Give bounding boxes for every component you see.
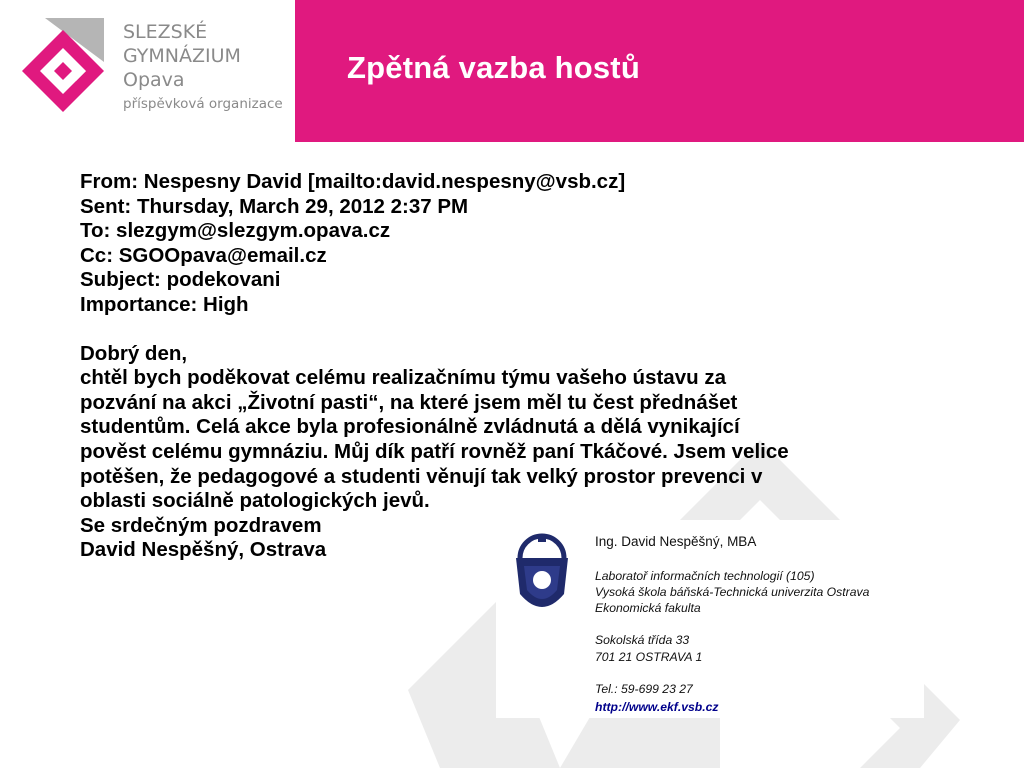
spacer xyxy=(80,318,980,342)
header-band xyxy=(295,0,1024,142)
email-header-cc: Cc: SGOOpava@email.cz xyxy=(80,243,327,267)
school-name-line-3: Opava xyxy=(123,69,185,91)
signature-address-line: Sokolská třída 33 xyxy=(595,633,690,647)
signature-card xyxy=(496,520,924,718)
email-closing: Se srdečným pozdravem xyxy=(80,513,322,537)
school-logo-icon xyxy=(0,0,120,142)
school-name-line-4: příspěvková organizace xyxy=(123,96,283,112)
email-header-subject: Subject: podekovani xyxy=(80,268,281,292)
signature-phone: Tel.: 59-699 23 27 xyxy=(595,682,693,696)
signature-name: Ing. David Nespěšný, MBA xyxy=(595,534,757,549)
email-content xyxy=(80,170,980,563)
email-author: David Nespěšný, Ostrava xyxy=(80,538,327,562)
signature-dept-line: Ekonomická fakulta xyxy=(595,601,701,615)
signature-address-line: 701 21 OSTRAVA 1 xyxy=(595,650,703,664)
slide-title: Zpětná vazba hostů xyxy=(347,50,640,85)
email-body-line: pověst celému gymnáziu. Můj dík patří rovněž paní Tkáčové. Jsem velice xyxy=(80,439,789,463)
email-body-line: chtěl bych poděkovat celému realizačnímu týmu vašeho ústavu za xyxy=(80,366,726,390)
email-header-to: To: slezgym@slezgym.opava.cz xyxy=(80,219,391,243)
school-logo-area xyxy=(0,0,295,142)
email-body-line: studentům. Celá akce byla profesionálně zvládnutá a dělá vynikající xyxy=(80,415,740,439)
signature-web-link[interactable] xyxy=(595,700,718,714)
email-body-line: Dobrý den, xyxy=(80,341,188,365)
email-body-line: potěšen, že pedagogové a studenti věnují tak velký prostor prevenci v xyxy=(80,464,763,488)
university-crest-icon xyxy=(502,528,582,624)
school-name-line-2: GYMNÁZIUM xyxy=(123,45,241,67)
email-header-from: From: Nespesny David [mailto:david.nespesny@vsb.cz] xyxy=(80,170,626,193)
signature-web-link-text[interactable]: http://www.ekf.vsb.cz xyxy=(595,700,719,714)
school-name-line-1: SLEZSKÉ xyxy=(123,21,208,43)
email-header-importance: Importance: High xyxy=(80,292,249,316)
signature-dept-line: Vysoká škola báňská-Technická univerzita Ostrava xyxy=(595,585,870,599)
signature-dept-line: Laboratoř informačních technologií (105) xyxy=(595,569,815,583)
email-body-line: oblasti sociálně patologických jevů. xyxy=(80,489,430,513)
email-header-sent: Sent: Thursday, March 29, 2012 2:37 PM xyxy=(80,194,469,218)
email-body-line: pozvání na akci „Životní pasti“, na které jsem měl tu čest přednášet xyxy=(80,390,738,414)
